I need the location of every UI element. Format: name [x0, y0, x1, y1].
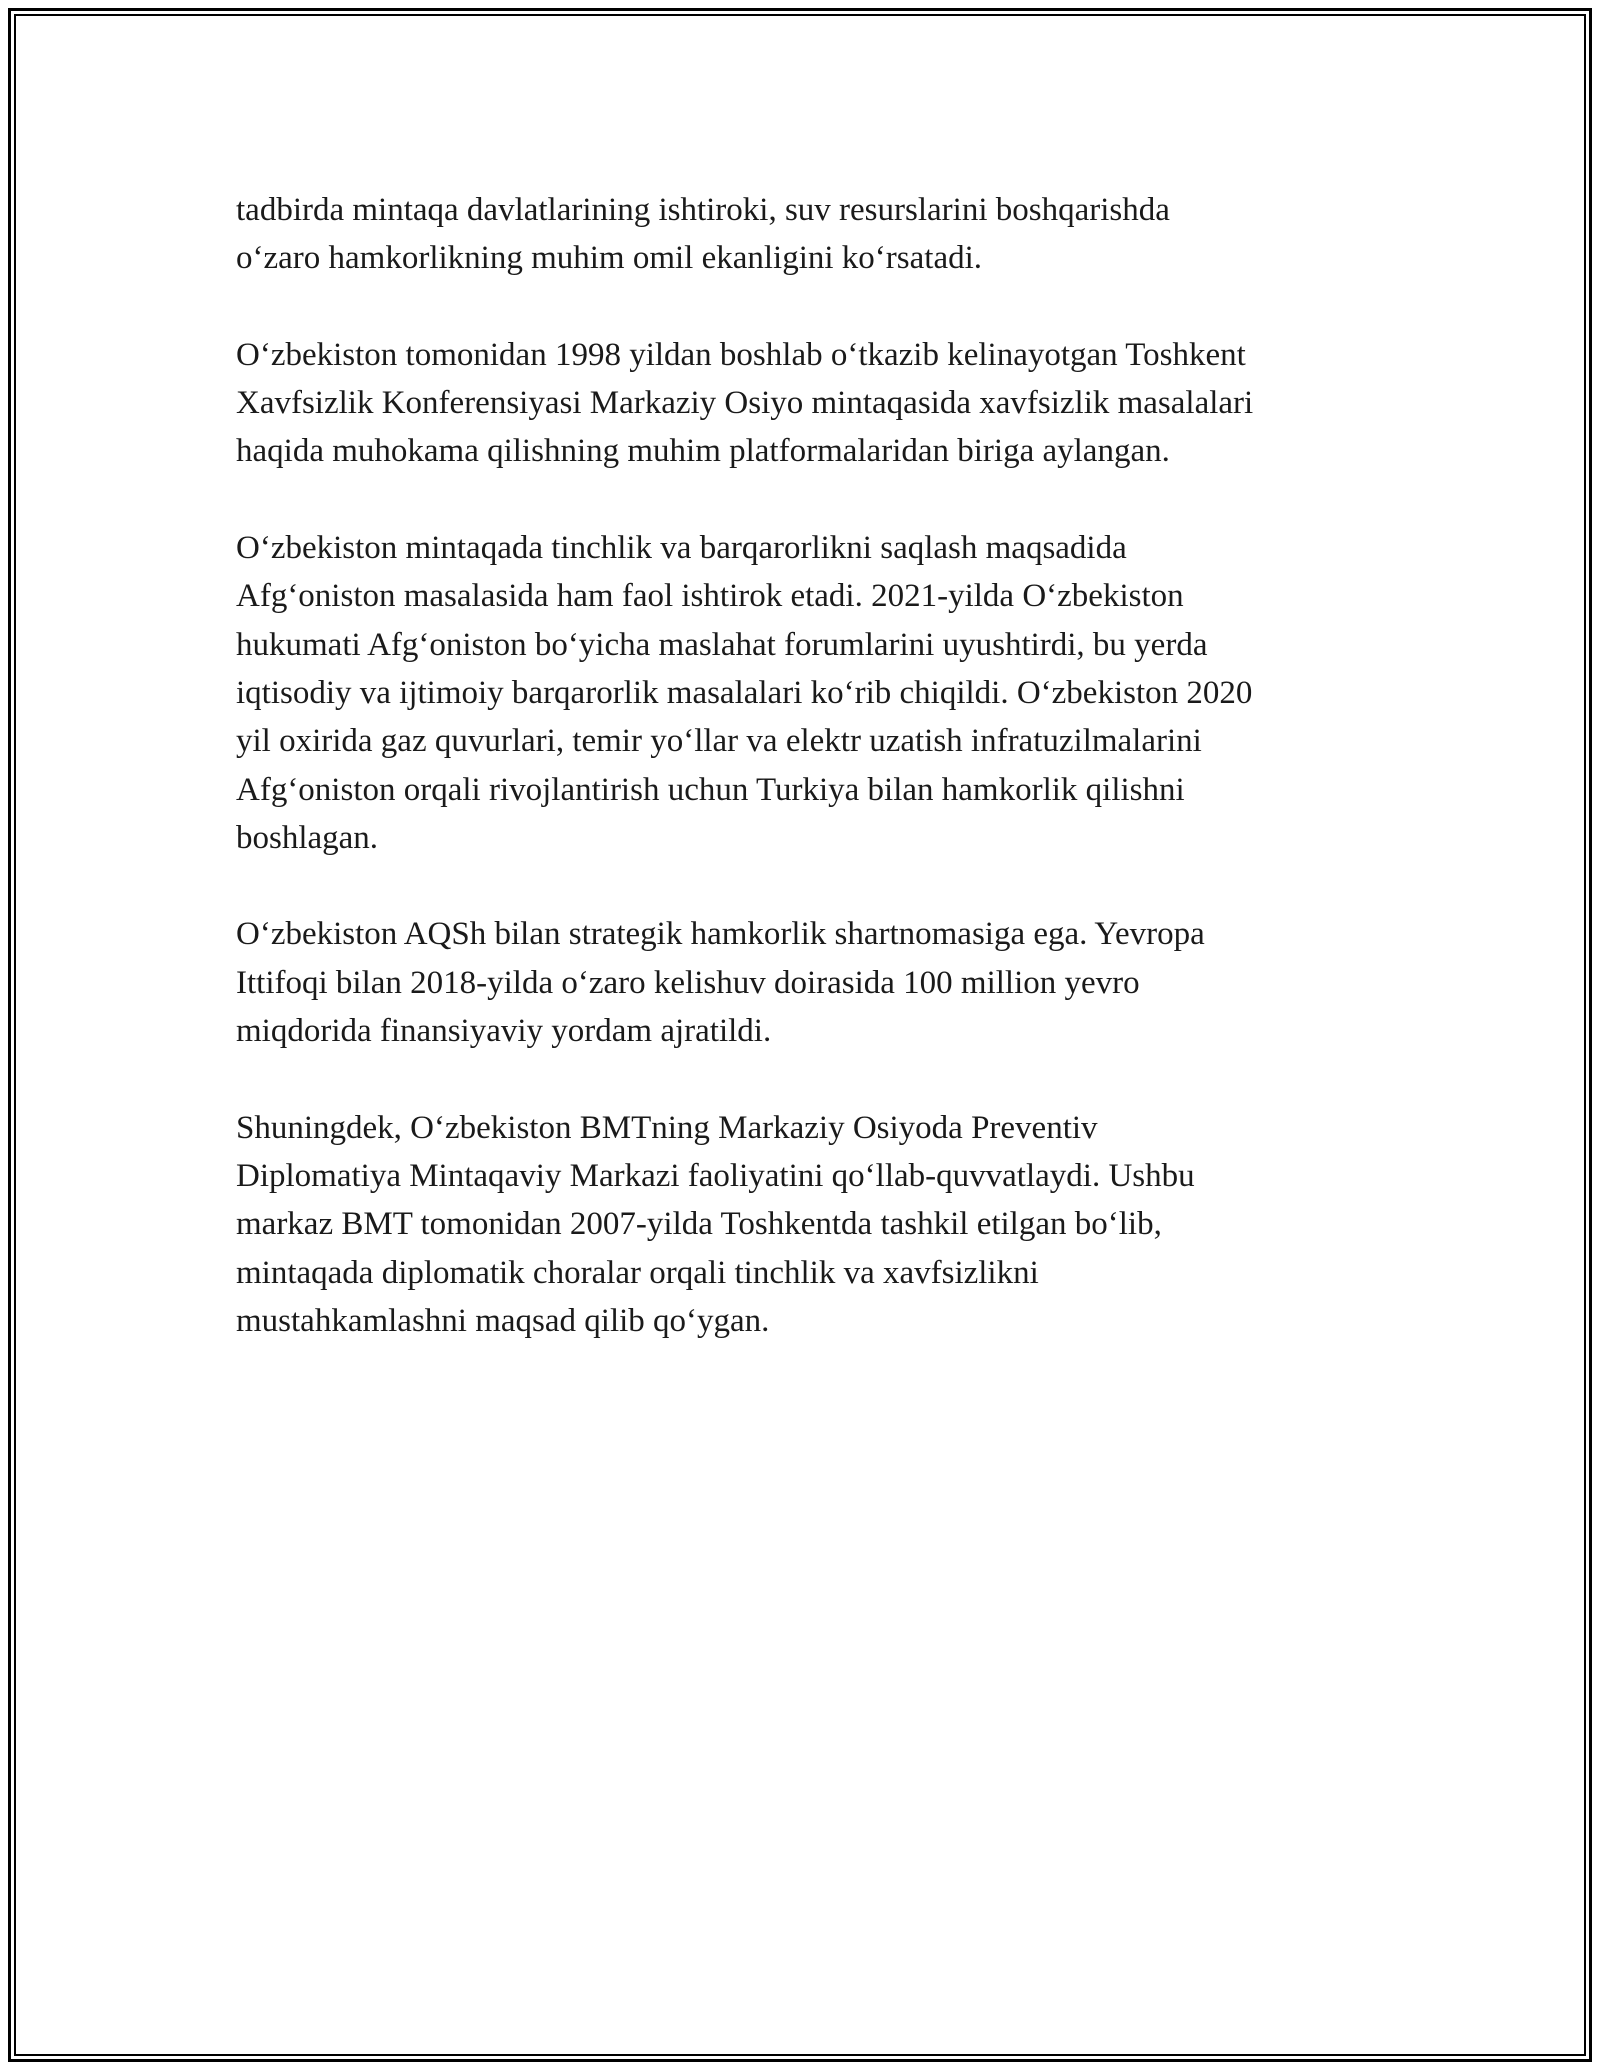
- text-line: miqdorida finansiyaviy yordam ajratildi.: [236, 1013, 772, 1050]
- text-line: Afg‘oniston masalasida ham faol ishtirok etadi. 2021-yilda O‘zbekiston: [236, 578, 1184, 615]
- text-line: O‘zbekiston AQSh bilan strategik hamkorlik shartnomasiga ega. Yevropa: [236, 916, 1205, 953]
- paragraph-1: [236, 186, 1386, 283]
- text-line: Xavfsizlik Konferensiyasi Markaziy Osiyo mintaqasida xavfsizlik masalalari: [236, 385, 1254, 422]
- text-line: O‘zbekiston tomonidan 1998 yildan boshlab o‘tkazib kelinayotgan Toshkent: [236, 336, 1246, 373]
- text-line: Ittifoqi bilan 2018-yilda o‘zaro kelishuv doirasida 100 million yevro: [236, 964, 1140, 1001]
- document-body: [236, 186, 1386, 1393]
- text-line: Diplomatiya Mintaqaviy Markazi faoliyatini qo‘llab-quvvatlaydi. Ushbu: [236, 1157, 1195, 1194]
- text-line: markaz BMT tomonidan 2007-yilda Toshkentda tashkil etilgan bo‘lib,: [236, 1206, 1162, 1243]
- text-line: boshlagan.: [236, 819, 379, 856]
- paragraph-4: [236, 910, 1386, 1055]
- text-line: haqida muhokama qilishning muhim platformalaridan biriga aylangan.: [236, 433, 1170, 470]
- text-line: Afg‘oniston orqali rivojlantirish uchun Turkiya bilan hamkorlik qilishni: [236, 771, 1185, 808]
- text-line: O‘zbekiston mintaqada tinchlik va barqarorlikni saqlash maqsadida: [236, 530, 1127, 567]
- text-line: hukumati Afg‘oniston bo‘yicha maslahat forumlarini uyushtirdi, bu yerda: [236, 626, 1208, 663]
- paragraph-2: [236, 331, 1386, 476]
- paragraph-3: [236, 524, 1386, 862]
- text-line: Shuningdek, O‘zbekiston BMTning Markaziy Osiyoda Preventiv: [236, 1109, 1098, 1146]
- text-line: mintaqada diplomatik choralar orqali tinchlik va xavfsizlikni: [236, 1254, 1039, 1291]
- paragraph-5: [236, 1104, 1386, 1345]
- text-line: tadbirda mintaqa davlatlarining ishtiroki, suv resurslarini boshqarishda: [236, 192, 1170, 228]
- text-line: mustahkamlashni maqsad qilib qo‘ygan.: [236, 1302, 770, 1339]
- text-line: iqtisodiy va ijtimoiy barqarorlik masalalari ko‘rib chiqildi. O‘zbekiston 2020: [236, 674, 1253, 711]
- text-line: o‘zaro hamkorlikning muhim omil ekanligini ko‘rsatadi.: [236, 240, 983, 277]
- text-line: yil oxirida gaz quvurlari, temir yo‘llar va elektr uzatish infratuzilmalarini: [236, 723, 1202, 760]
